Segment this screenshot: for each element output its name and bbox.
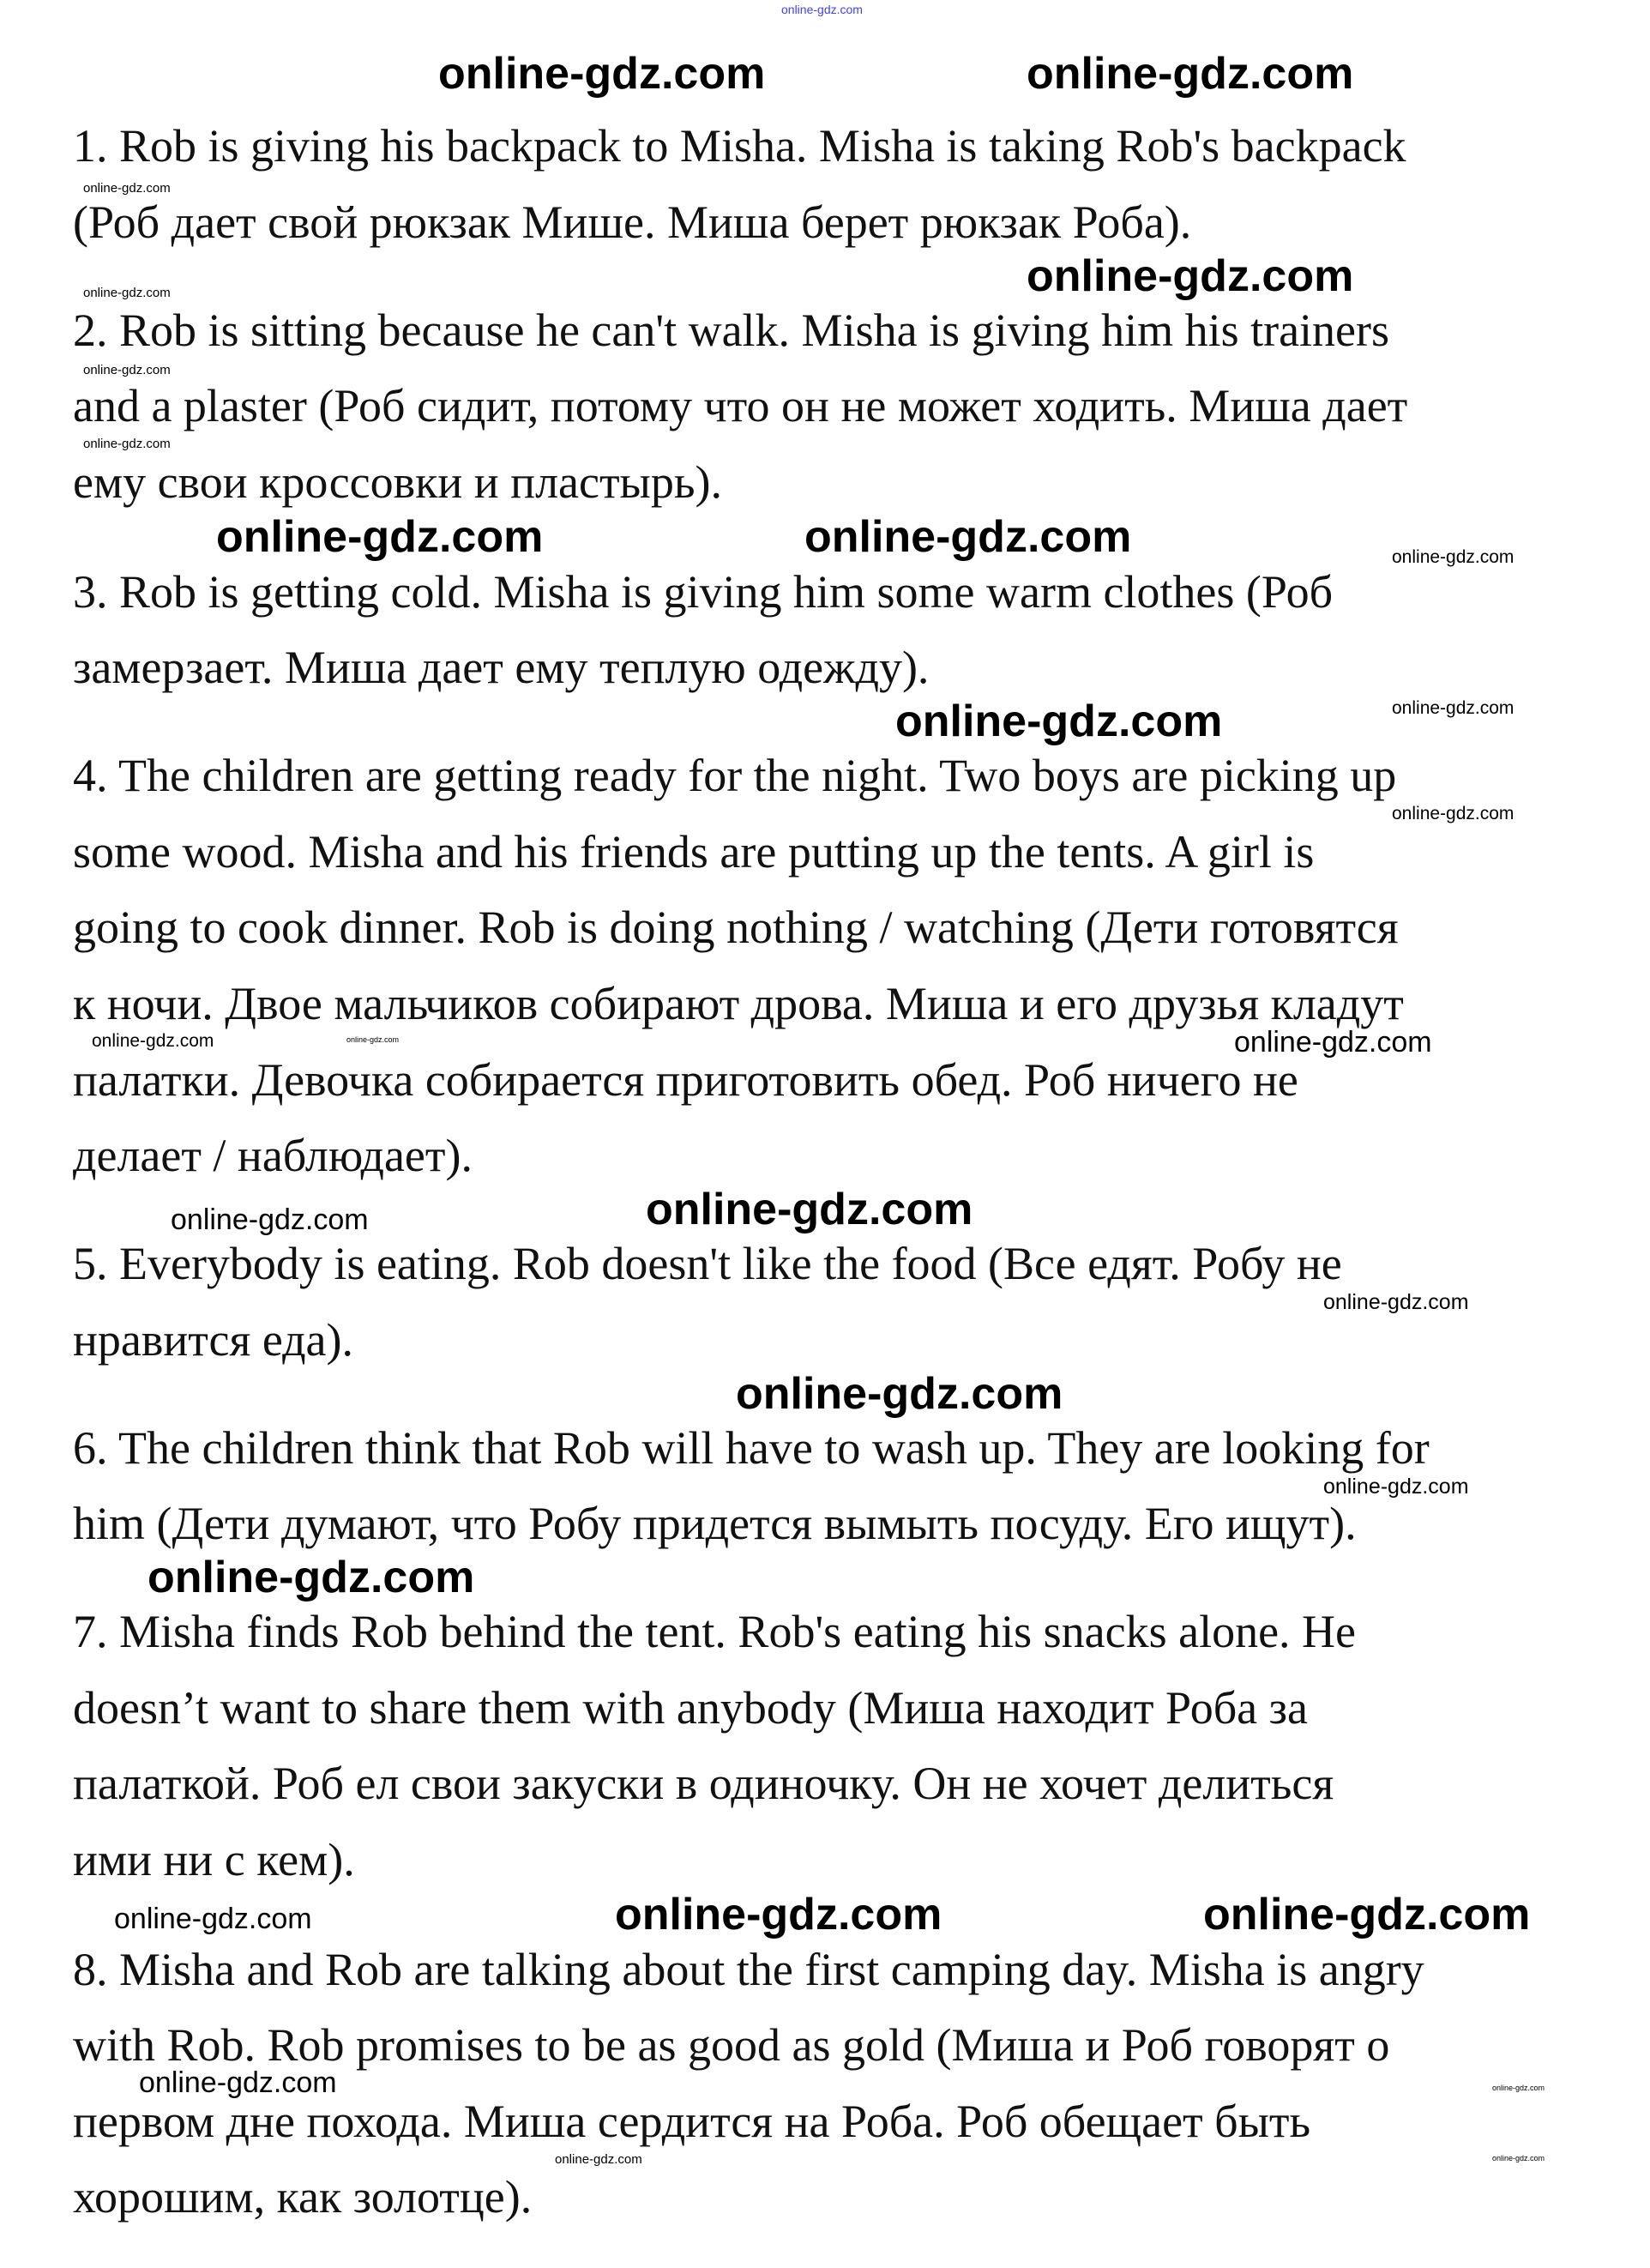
watermark: online-gdz.com bbox=[1323, 1290, 1469, 1314]
watermark: online-gdz.com bbox=[148, 1553, 475, 1602]
text-line: him (Дети думают, что Робу придется вымыть посуду. Его ищут). bbox=[73, 1498, 1357, 1549]
text-line: к ночи. Двое мальчиков собирают дрова. Миша и его друзья кладут bbox=[73, 978, 1404, 1029]
text-line: первом дне похода. Миша сердится на Роба. Роб обещает быть bbox=[73, 2096, 1311, 2147]
watermark: online-gdz.com bbox=[92, 1031, 214, 1051]
watermark: online-gdz.com bbox=[646, 1185, 973, 1234]
watermark: online-gdz.com bbox=[346, 1035, 400, 1044]
watermark: online-gdz.com bbox=[804, 512, 1132, 562]
watermark: online-gdz.com bbox=[83, 363, 171, 377]
header-watermark: online-gdz.com bbox=[781, 3, 863, 16]
text-line: нравится еда). bbox=[73, 1314, 354, 1366]
watermark: online-gdz.com bbox=[171, 1203, 369, 1236]
text-line: ему свои кроссовки и пластырь). bbox=[73, 456, 722, 508]
watermark: online-gdz.com bbox=[139, 2066, 337, 2099]
watermark: online-gdz.com bbox=[615, 1890, 942, 1939]
text-line: палаткой. Роб ел свои закуски в одиночку. Он не хочет делиться bbox=[73, 1758, 1334, 1809]
text-line: замерзает. Миша дает ему теплую одежду). bbox=[73, 642, 930, 693]
watermark: online-gdz.com bbox=[1027, 49, 1354, 99]
text-line: 1. Rob is giving his backpack to Misha. Misha is taking Rob's backpack bbox=[73, 120, 1406, 172]
text-line: ими ни с кем). bbox=[73, 1834, 355, 1885]
watermark: online-gdz.com bbox=[438, 49, 766, 99]
watermark: online-gdz.com bbox=[895, 697, 1223, 746]
text-line: 2. Rob is sitting because he can't walk. Misha is giving him his trainers bbox=[73, 305, 1390, 356]
watermark: online-gdz.com bbox=[555, 2152, 642, 2167]
watermark: online-gdz.com bbox=[216, 512, 544, 562]
text-line: делает / наблюдает). bbox=[73, 1130, 473, 1181]
text-line: (Роб дает свой рюкзак Мише. Миша берет рюкзак Роба). bbox=[73, 196, 1192, 248]
watermark: online-gdz.com bbox=[1234, 1026, 1432, 1059]
watermark: online-gdz.com bbox=[114, 1903, 312, 1935]
text-line: 5. Everybody is eating. Rob doesn't like the food (Все едят. Робу не bbox=[73, 1238, 1342, 1289]
watermark: online-gdz.com bbox=[1492, 2154, 1545, 2162]
text-line: and a plaster (Роб сидит, потому что он не может ходить. Миша дает bbox=[73, 380, 1408, 431]
text-line: 6. The children think that Rob will have to wash up. They are looking for bbox=[73, 1422, 1430, 1474]
watermark: online-gdz.com bbox=[1392, 547, 1515, 567]
watermark: online-gdz.com bbox=[1027, 251, 1354, 301]
watermark: online-gdz.com bbox=[83, 437, 171, 451]
watermark: online-gdz.com bbox=[1392, 698, 1515, 718]
watermark: online-gdz.com bbox=[1323, 1475, 1469, 1499]
text-line: хорошим, как золотце). bbox=[73, 2171, 533, 2223]
watermark: online-gdz.com bbox=[83, 286, 171, 300]
text-line: 8. Misha and Rob are talking about the first camping day. Misha is angry bbox=[73, 1944, 1424, 1995]
text-line: палатки. Девочка собирается приготовить обед. Роб ничего не bbox=[73, 1054, 1298, 1106]
text-line: 4. The children are getting ready for the night. Two boys are picking up bbox=[73, 750, 1397, 801]
text-line: some wood. Misha and his friends are putting up the tents. A girl is bbox=[73, 826, 1315, 878]
watermark: online-gdz.com bbox=[736, 1369, 1063, 1419]
text-line: 3. Rob is getting cold. Misha is giving him some warm clothes (Роб bbox=[73, 566, 1334, 618]
text-line: going to cook dinner. Rob is doing nothing / watching (Дети готовятся bbox=[73, 902, 1399, 953]
watermark: online-gdz.com bbox=[1492, 2084, 1545, 2092]
watermark: online-gdz.com bbox=[83, 181, 171, 196]
text-line: 7. Misha finds Rob behind the tent. Rob's eating his snacks alone. He bbox=[73, 1606, 1357, 1657]
text-line: with Rob. Rob promises to be as good as gold (Миша и Роб говорят о bbox=[73, 2019, 1390, 2071]
text-line: doesn’t want to share them with anybody (Миша находит Роба за bbox=[73, 1682, 1308, 1734]
watermark: online-gdz.com bbox=[1392, 804, 1515, 823]
watermark: online-gdz.com bbox=[1203, 1890, 1531, 1939]
